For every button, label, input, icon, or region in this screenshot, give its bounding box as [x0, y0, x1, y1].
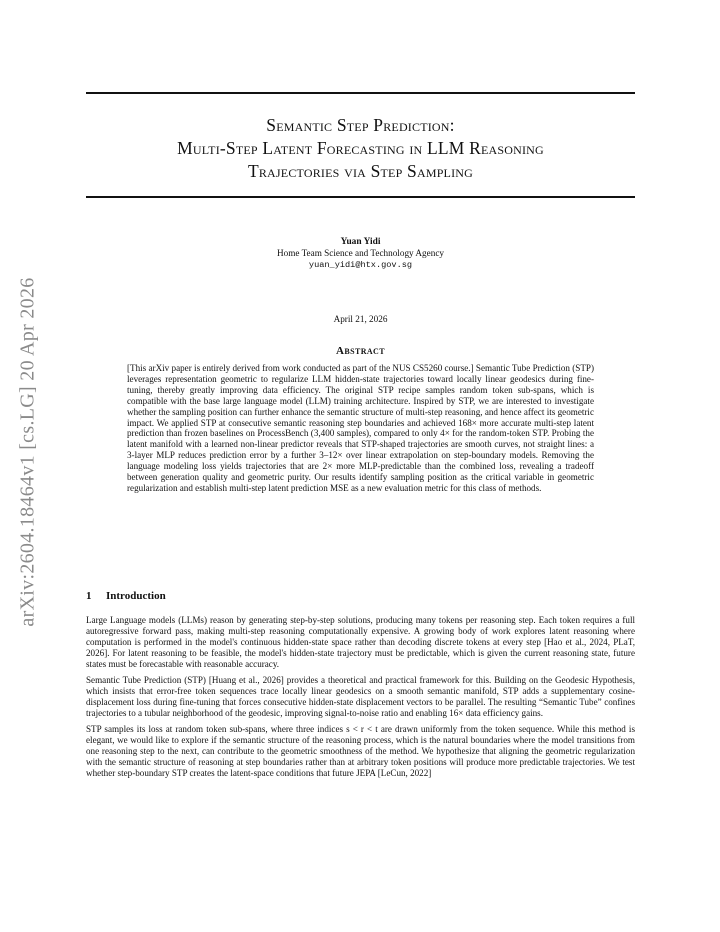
arxiv-identifier[interactable]: arXiv:2604.18464v1 [cs.LG] 20 Apr 2026	[16, 277, 39, 627]
paragraph-3: STP samples its loss at random token sub-spans, where three indices s < r < t are drawn uniformly from the token sequence. While this method is elegant, we would like to explore if the semantic structure of the reasoning process, which is the natural boundaries where the model transitions from one reasoning step to the next, can contribute to the geometric smoothness of the method. We hypothesize that aligning the geometric regularization with the semantic structure of reasoning at step boundaries rather than at arbitrary token positions will produce more predictable trajectories. We test whether step-boundary STP creates the latent-space conditions that future JEPA [LeCun, 2022]	[86, 724, 635, 778]
author-affiliation: Home Team Science and Technology Agency	[276, 248, 444, 258]
paragraph-2: Semantic Tube Prediction (STP) [Huang et al., 2026] provides a theoretical and practical framework for this. Building on the Geodesic Hypothesis, which insists that error-free token sequences trace locally linear geodesics on a smooth semantic manifold, STP adds a supplementary cosine-displacement loss during fine-tuning that forces consecutive hidden-state displacement vectors to be parallel. The resulting “Semantic Tube” confines trajectories to a tubular neighborhood of the geodesic, improving signal-to-noise ratio and enabling 16× data efficiency gains.	[86, 675, 635, 718]
introduction-body	[86, 615, 635, 784]
paragraph-1: Large Language models (LLMs) reason by generating step-by-step solutions, producing many tokens per reasoning step. Each token requires a full autoregressive forward pass, making multi-step reasoning computationally expensive. A growing body of work explores latent reasoning where computation is performed in the model's continuous hidden-state space rather than decoding discrete tokens at every step [Hao et al., 2024, PLaT, 2026]. For latent reasoning to be feasible, the model's hidden-state trajectory must be predictable, which is given the current reasoning state, future states must be forecastable with reasonable accuracy.	[86, 615, 635, 669]
title-line-1: Semantic Step Prediction:	[266, 115, 455, 135]
publication-date: April 21, 2026	[333, 314, 388, 324]
abstract-heading: Abstract	[336, 345, 385, 357]
paper-title	[86, 114, 635, 183]
title-line-2: Multi-Step Latent Forecasting in LLM Reasoning	[177, 138, 544, 158]
author-email[interactable]: yuan_yidi@htx.gov.sg	[308, 260, 413, 270]
section-title: Introduction	[106, 590, 166, 602]
abstract-text: [This arXiv paper is entirely derived from work conducted as part of the NUS CS5260 course.] Semantic Tube Prediction (STP) leverages representation geometric to regularize LLM hidden-state trajectories toward locally linear geodesics during fine-tuning, thereby greatly improving data efficiency. The original STP recipe samples random token sub-spans, which is compatible with the base large language model (LLM) training architecture. Inspired by STP, we are interested to investigate whether the sampling position can further enhance the semantic structure of multi-step reasoning, and hence affect its geometric impact. We applied STP at consecutive semantic reasoning step boundaries and achieved 168× more accurate multi-step latent prediction than frozen baselines on ProcessBench (3,400 samples), compared to only 4× for the random-token STP. Probing the latent manifold with a learned non-linear predictor reveals that STP-shaped trajectories are smooth curves, not straight lines: a 3-layer MLP reduces prediction error by a further 3–12× over linear extrapolation on step-boundary models. Removing the language modeling loss yields trajectories that are 2× more MLP-predictable than the combined loss, revealing a tradeoff between generation quality and geometric purity. Our results identify sampling position as the critical variable in geometric regularization and establish multi-step latent prediction MSE as a new evaluation metric for this class of methods.	[127, 363, 594, 493]
section-heading	[86, 590, 166, 602]
title-rule-bottom	[86, 196, 635, 198]
section-number: 1	[86, 590, 92, 602]
arxiv-sidebar	[6, 262, 50, 642]
title-rule-top	[86, 92, 635, 94]
author-name: Yuan Yidi	[340, 237, 381, 247]
title-line-3: Trajectories via Step Sampling	[247, 161, 474, 181]
